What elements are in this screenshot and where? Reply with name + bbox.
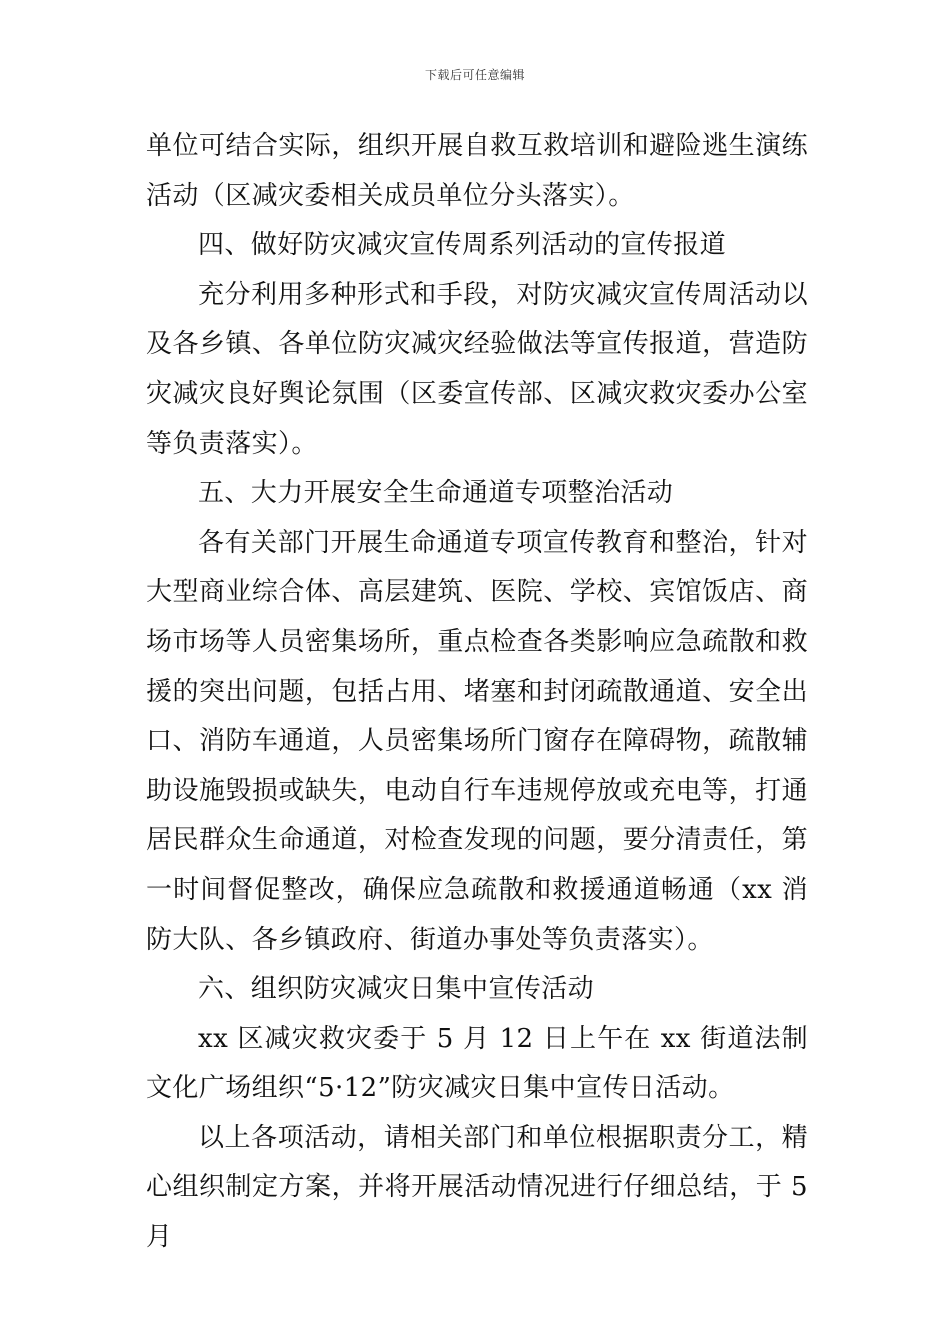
section-heading-6: 六、组织防灾减灾日集中宣传活动 <box>198 974 595 1005</box>
document-body <box>146 122 808 1263</box>
section-heading-5: 五、大力开展安全生命通道专项整治活动 <box>198 478 674 509</box>
paragraph-4: xx 区减灾救灾委于 5 月 12 日上午在 xx 街道法制文化广场组织“5·12”防灾减灾日集中宣传日活动。 <box>146 1023 808 1104</box>
paragraph-5: 以上各项活动，请相关部门和单位根据职责分工，精心组织制定方案，并将开展活动情况进行仔细总结，于 5 月 <box>146 1122 808 1253</box>
paragraph-1: 单位可结合实际，组织开展自救互救培训和避险逃生演练活动（区减灾委相关成员单位分头落实）。 <box>146 131 808 211</box>
paragraph-3: 各有关部门开展生命通道专项宣传教育和整治，针对大型商业综合体、高层建筑、医院、学校、宾馆饭店、商场市场等人员密集场所，重点检查各类影响应急疏散和救援的突出问题，包括占用、堵塞和封闭疏散通道、安全出口、消防车通道，人员密集场所门窗存在障碍物，疏散辅助设施毁损或缺失，电动自行车违规停放或充电等，打通居民群众生命通道，对检查发现的问题，要分清责任，第一时间督促整改，确保应急疏散和救援通道畅通（xx 消防大队、各乡镇政府、街道办事处等负责落实）。 <box>146 527 808 955</box>
paragraph-2: 充分利用多种形式和手段，对防灾减灾宣传周活动以及各乡镇、各单位防灾减灾经验做法等宣传报道，营造防灾减灾良好舆论氛围（区委宣传部、区减灾救灾委办公室等负责落实）。 <box>146 279 808 459</box>
section-heading-4: 四、做好防灾减灾宣传周系列活动的宣传报道 <box>198 230 727 261</box>
download-note: 下载后可任意编辑 <box>424 68 525 82</box>
